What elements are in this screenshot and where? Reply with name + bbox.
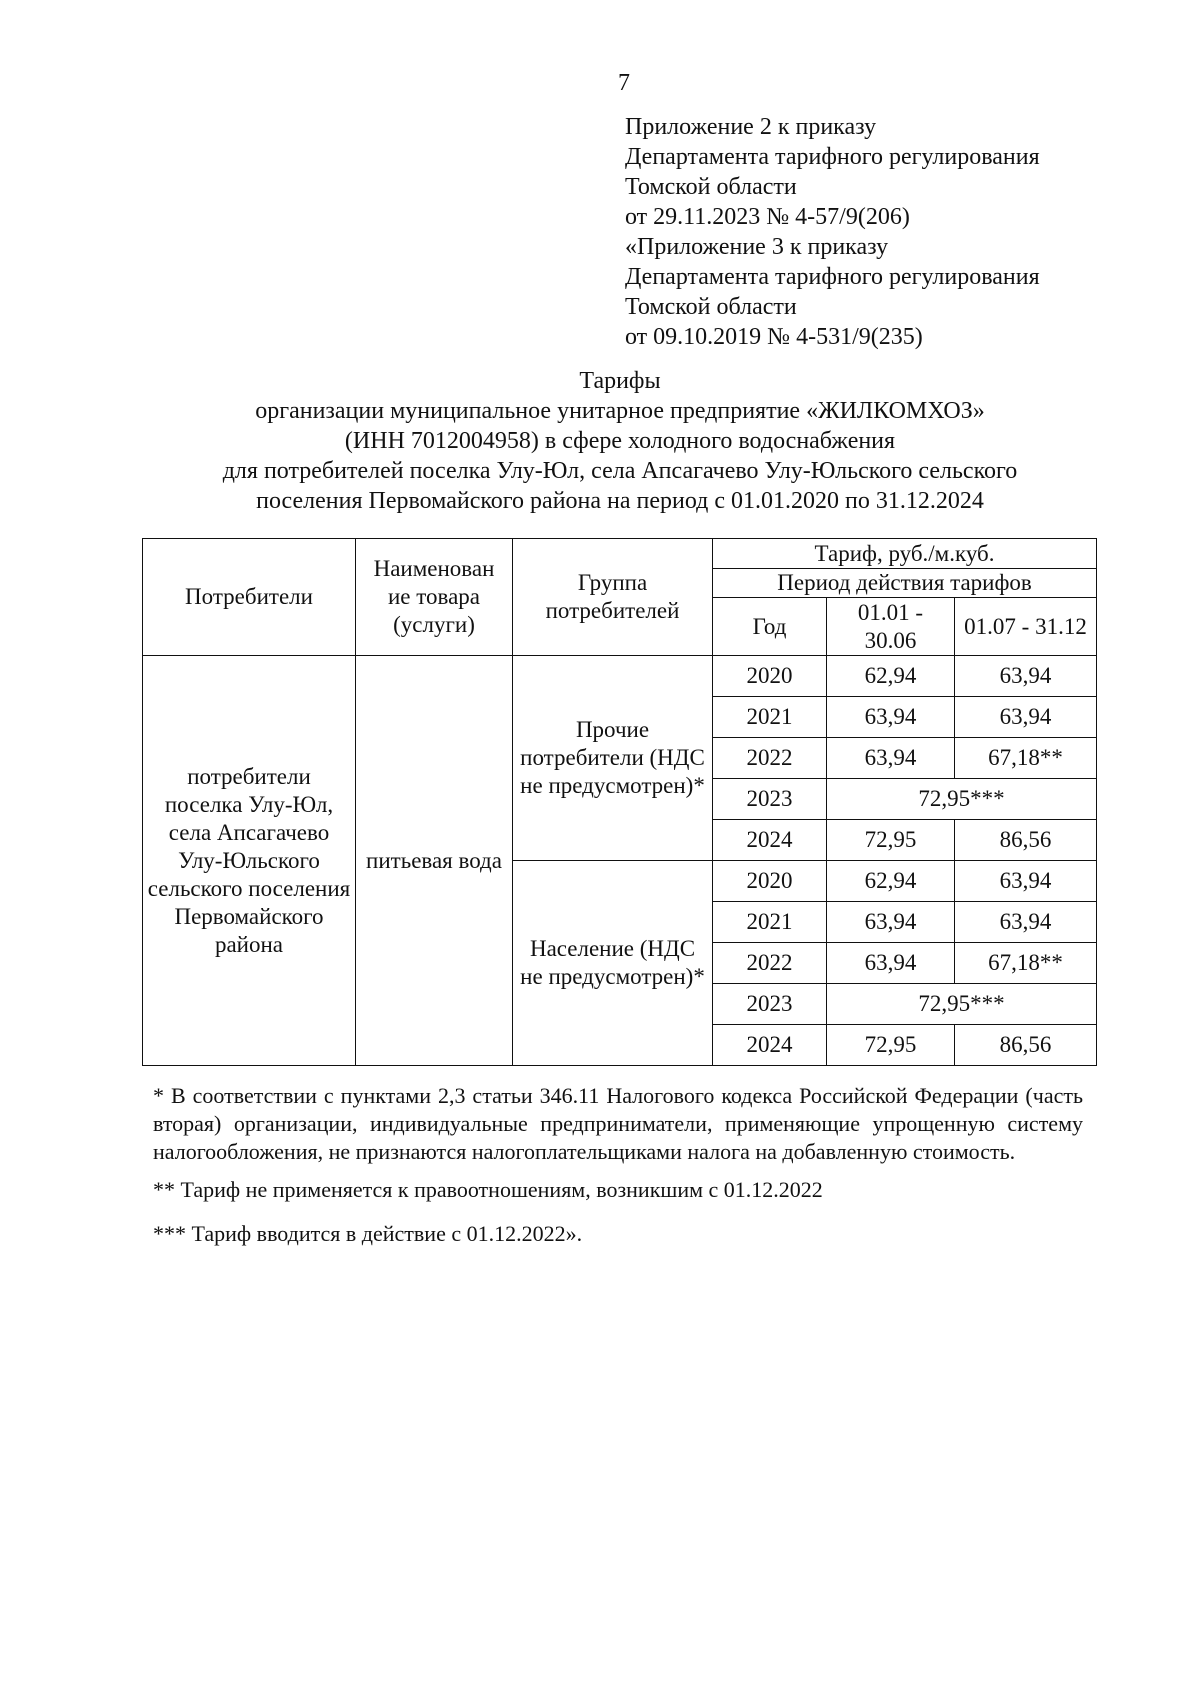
tariff-table bbox=[142, 538, 1097, 1066]
footnote-vat: * В соответствии с пунктами 2,3 статьи 346.11 Налогового кодекса Российской Федерации (часть вторая) организации, индивидуальные предприниматели, применяющие упрощенную систему налогообложения, не признаются налогоплательщиками налога на добавленную стоимость. bbox=[153, 1083, 1083, 1164]
tariff-h2-cell: 63,94 bbox=[955, 697, 1097, 738]
page-number: 7 bbox=[618, 70, 630, 96]
year-cell: 2024 bbox=[713, 820, 827, 861]
tariff-h2-cell: 86,56 bbox=[955, 820, 1097, 861]
header-group: Группа потребителей bbox=[513, 539, 713, 656]
title-line: для потребителей поселка Улу-Юл, села Апсагачево Улу-Юльского сельского bbox=[222, 458, 1018, 484]
tariff-h1-cell: 72,95 bbox=[827, 820, 955, 861]
consumer-cell: потребители поселка Улу-Юл, села Апсагачево Улу-Юльского сельского поселения Первомайского района bbox=[143, 656, 356, 1066]
tariff-h2-cell: 67,18** bbox=[955, 738, 1097, 779]
appendix-line: «Приложение 3 к приказу bbox=[625, 234, 889, 260]
appendix-line: Томской области bbox=[625, 174, 797, 200]
title-line: (ИНН 7012004958) в сфере холодного водоснабжения bbox=[344, 428, 896, 454]
tariff-merged-cell: 72,95*** bbox=[827, 984, 1097, 1025]
header-tariff: Тариф, руб./м.куб. bbox=[713, 539, 1097, 569]
header-first-half: 01.01 - 30.06 bbox=[827, 598, 955, 656]
product-cell: питьевая вода bbox=[356, 656, 513, 1066]
year-cell: 2024 bbox=[713, 1025, 827, 1066]
tariff-h1-cell: 72,95 bbox=[827, 1025, 955, 1066]
appendix-reference bbox=[625, 112, 1040, 352]
appendix-line: Приложение 2 к приказу bbox=[625, 114, 877, 140]
tariff-h1-cell: 63,94 bbox=[827, 943, 955, 984]
tariff-h2-cell: 63,94 bbox=[955, 656, 1097, 697]
year-cell: 2021 bbox=[713, 697, 827, 738]
appendix-line: Департамента тарифного регулирования bbox=[625, 144, 1040, 170]
tariff-h2-cell: 86,56 bbox=[955, 1025, 1097, 1066]
header-year: Год bbox=[713, 598, 827, 656]
year-cell: 2020 bbox=[713, 656, 827, 697]
tariff-h1-cell: 63,94 bbox=[827, 697, 955, 738]
title-line: Тарифы bbox=[579, 368, 661, 394]
year-cell: 2023 bbox=[713, 984, 827, 1025]
group-cell-population: Население (НДС не предусмотрен)* bbox=[513, 861, 713, 1066]
year-cell: 2023 bbox=[713, 779, 827, 820]
header-product: Наименован ие товара (услуги) bbox=[356, 539, 513, 656]
header-second-half: 01.07 - 31.12 bbox=[955, 598, 1097, 656]
header-period: Период действия тарифов bbox=[713, 569, 1097, 598]
appendix-line: Департамента тарифного регулирования bbox=[625, 264, 1040, 290]
tariff-h1-cell: 62,94 bbox=[827, 861, 955, 902]
tariff-h2-cell: 63,94 bbox=[955, 902, 1097, 943]
table-row bbox=[143, 656, 1097, 697]
tariff-h2-cell: 67,18** bbox=[955, 943, 1097, 984]
title-line: поселения Первомайского района на период с 01.01.2020 по 31.12.2024 bbox=[256, 488, 984, 514]
group-cell-other: Прочие потребители (НДС не предусмотрен)* bbox=[513, 656, 713, 861]
appendix-line: от 29.11.2023 № 4-57/9(206) bbox=[625, 204, 910, 230]
year-cell: 2022 bbox=[713, 943, 827, 984]
tariff-h2-cell: 63,94 bbox=[955, 861, 1097, 902]
footnote-not-applied: ** Тариф не применяется к правоотношениям, возникшим с 01.12.2022 bbox=[153, 1177, 823, 1202]
tariff-h1-cell: 62,94 bbox=[827, 656, 955, 697]
appendix-line: от 09.10.2019 № 4-531/9(235) bbox=[625, 324, 923, 350]
year-cell: 2022 bbox=[713, 738, 827, 779]
footnote-effective: *** Тариф вводится в действие с 01.12.2022». bbox=[153, 1221, 583, 1246]
document-title bbox=[140, 366, 1100, 516]
title-line: организации муниципальное унитарное предприятие «ЖИЛКОМХОЗ» bbox=[255, 398, 985, 424]
header-consumers: Потребители bbox=[143, 539, 356, 656]
tariff-h1-cell: 63,94 bbox=[827, 738, 955, 779]
tariff-h1-cell: 63,94 bbox=[827, 902, 955, 943]
tariff-merged-cell: 72,95*** bbox=[827, 779, 1097, 820]
footnotes bbox=[153, 1082, 1083, 1248]
appendix-line: Томской области bbox=[625, 294, 797, 320]
year-cell: 2020 bbox=[713, 861, 827, 902]
year-cell: 2021 bbox=[713, 902, 827, 943]
